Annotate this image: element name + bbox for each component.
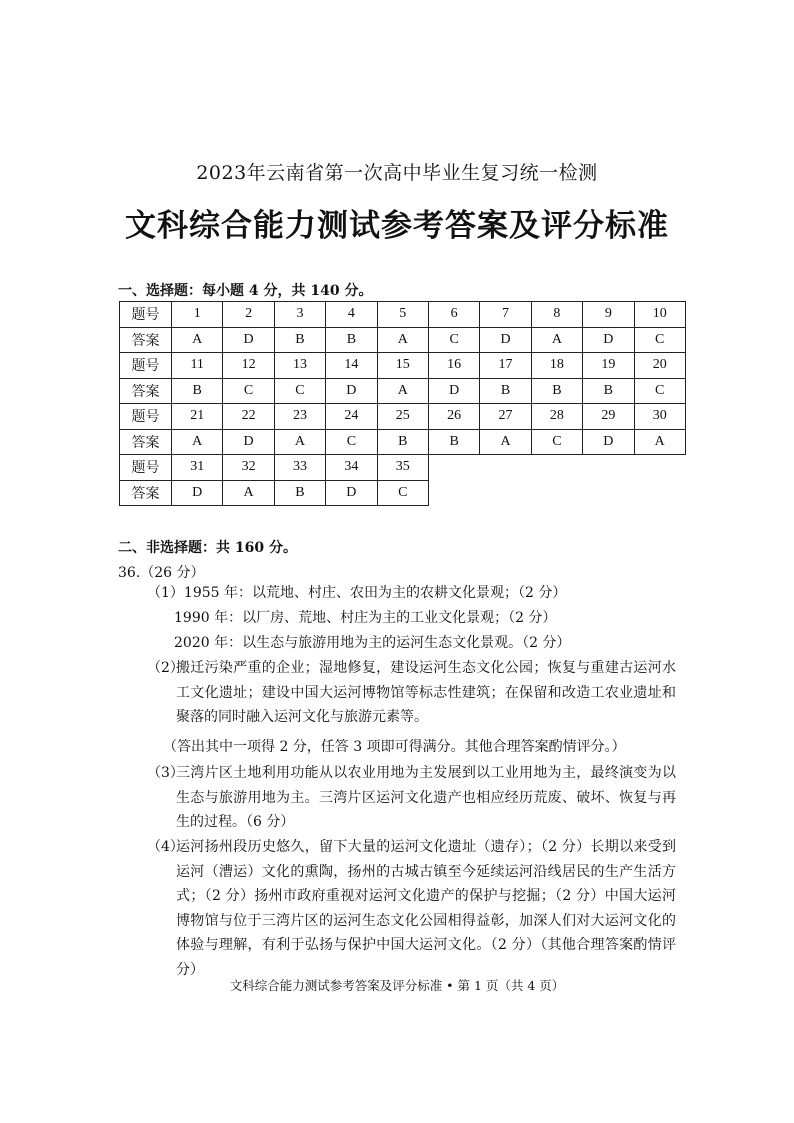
question-number: 10 xyxy=(634,302,685,328)
answer-letter: A xyxy=(634,429,685,455)
row-label-answer: 答案 xyxy=(120,378,172,404)
answer-letter: C xyxy=(326,429,377,455)
answer-letter: B xyxy=(583,378,634,404)
answer-letter: A xyxy=(531,327,582,353)
question-number: 5 xyxy=(377,302,428,328)
answer-letter: C xyxy=(377,480,428,506)
answer-1-line-3: 2020 年：以生态与旅游用地为主的运河生态文化景观。（2 分） xyxy=(174,635,571,651)
question-number-row xyxy=(120,404,686,430)
answer-letter: B xyxy=(326,327,377,353)
question-number: 24 xyxy=(326,404,377,430)
row-label-answer: 答案 xyxy=(120,327,172,353)
row-label-answer: 答案 xyxy=(120,429,172,455)
question-number: 30 xyxy=(634,404,685,430)
question-number: 23 xyxy=(274,404,325,430)
question-number: 4 xyxy=(326,302,377,328)
answer-letter: A xyxy=(172,429,223,455)
answer-letter: B xyxy=(377,429,428,455)
answer-2-number: （2） xyxy=(147,660,184,676)
question-36-label: 36.（26 分） xyxy=(118,565,205,581)
question-number: 25 xyxy=(377,404,428,430)
answer-letter: D xyxy=(223,327,274,353)
answer-letter: A xyxy=(377,327,428,353)
answer-letter: C xyxy=(428,327,479,353)
row-label-question: 题号 xyxy=(120,404,172,430)
answer-letter: B xyxy=(274,480,325,506)
answer-4-text: 运河扬州段历史悠久，留下大量的运河文化遗址（遗存）；（2 分）长期以来受到运河（漕运）文化的熏陶，扬州的古城古镇至今延续运河沿线居民的生产生活方式；（2 分）扬州市政府重视对运河文化遗产的保护与挖掘；（2 分）中国大运河博物馆与位于三湾片区的运河生态文化公园相得益彰，加深人们对大运河文化的体验与理解，有利于弘扬与保护中国大运河文化。（2 分）（其他合理答案酌情评分） xyxy=(176,839,676,978)
answer-letter: A xyxy=(223,480,274,506)
row-label-question: 题号 xyxy=(120,302,172,328)
question-number: 21 xyxy=(172,404,223,430)
page-footer: 文科综合能力测试参考答案及评分标准 • 第 1 页（共 4 页） xyxy=(229,978,565,993)
answer-letter: C xyxy=(634,327,685,353)
question-number-row xyxy=(120,353,686,379)
answer-row xyxy=(120,480,686,506)
answer-letter: D xyxy=(583,327,634,353)
answer-3-text: 三湾片区土地利用功能从以农业用地为主发展到以工业用地为主，最终演变为以生态与旅游用地为主。三湾片区运河文化遗产也相应经历荒废、破坏、恢复与再生的过程。（6 分） xyxy=(176,765,676,830)
question-number: 13 xyxy=(274,353,325,379)
answer-letter: C xyxy=(274,378,325,404)
question-number: 20 xyxy=(634,353,685,379)
empty-cell xyxy=(480,480,531,506)
exam-subtitle: 2023年云南省第一次高中毕业生复习统一检测 xyxy=(196,162,598,184)
answer-letter: B xyxy=(480,378,531,404)
row-label-question: 题号 xyxy=(120,353,172,379)
answer-letter: D xyxy=(326,378,377,404)
answer-2-text: 搬迁污染严重的企业；湿地修复，建设运河生态文化公园；恢复与重建古运河水工文化遗址；建设中国大运河博物馆等标志性建筑；在保留和改造工农业遗址和聚落的同时融入运河文化与旅游元素等。 xyxy=(176,660,676,725)
question-number: 3 xyxy=(274,302,325,328)
empty-cell xyxy=(634,480,685,506)
question-number: 33 xyxy=(274,455,325,481)
empty-cell xyxy=(428,455,479,481)
answer-letter: A xyxy=(377,378,428,404)
answer-row xyxy=(120,327,686,353)
answer-letter: B xyxy=(531,378,582,404)
empty-cell xyxy=(531,480,582,506)
section1-heading: 一、选择题：每小题 4 分，共 140 分。 xyxy=(118,283,373,299)
question-number: 14 xyxy=(326,353,377,379)
answer-letter: D xyxy=(172,480,223,506)
question-number-row xyxy=(120,302,686,328)
question-number: 18 xyxy=(531,353,582,379)
answer-letter: C xyxy=(531,429,582,455)
answer-letter: D xyxy=(326,480,377,506)
question-number: 22 xyxy=(223,404,274,430)
question-number: 34 xyxy=(326,455,377,481)
answer-row xyxy=(120,378,686,404)
question-number: 31 xyxy=(172,455,223,481)
answer-letter: B xyxy=(274,327,325,353)
answer-table xyxy=(119,301,686,506)
empty-cell xyxy=(428,480,479,506)
question-number: 32 xyxy=(223,455,274,481)
empty-cell xyxy=(480,455,531,481)
question-number-row xyxy=(120,455,686,481)
question-number: 29 xyxy=(583,404,634,430)
answer-letter: B xyxy=(428,429,479,455)
answer-3-number: （3） xyxy=(147,765,184,781)
answer-letter: D xyxy=(223,429,274,455)
question-number: 28 xyxy=(531,404,582,430)
question-number: 6 xyxy=(428,302,479,328)
question-number: 19 xyxy=(583,353,634,379)
answer-4-number: （4） xyxy=(147,839,184,855)
answer-letter: D xyxy=(428,378,479,404)
answer-2-note: （答出其中一项得 2 分，任答 3 项即可得满分。其他合理答案酌情评分。） xyxy=(163,739,626,755)
answer-letter: B xyxy=(172,378,223,404)
question-number: 16 xyxy=(428,353,479,379)
answer-letter: A xyxy=(480,429,531,455)
question-number: 11 xyxy=(172,353,223,379)
answer-letter: A xyxy=(274,429,325,455)
answer-letter: C xyxy=(634,378,685,404)
question-number: 7 xyxy=(480,302,531,328)
question-number: 8 xyxy=(531,302,582,328)
answer-letter: D xyxy=(480,327,531,353)
question-number: 15 xyxy=(377,353,428,379)
question-number: 2 xyxy=(223,302,274,328)
row-label-answer: 答案 xyxy=(120,480,172,506)
answer-row xyxy=(120,429,686,455)
section2-heading: 二、非选择题：共 160 分。 xyxy=(118,540,297,556)
empty-cell xyxy=(583,455,634,481)
empty-cell xyxy=(634,455,685,481)
answer-letter: C xyxy=(223,378,274,404)
question-number: 27 xyxy=(480,404,531,430)
answer-1-line-1: （1）1955 年：以荒地、村庄、农田为主的农耕文化景观；（2 分） xyxy=(147,585,567,601)
question-number: 12 xyxy=(223,353,274,379)
empty-cell xyxy=(583,480,634,506)
question-number: 26 xyxy=(428,404,479,430)
question-number: 1 xyxy=(172,302,223,328)
page-title: 文科综合能力测试参考答案及评分标准 xyxy=(125,208,669,244)
answer-letter: D xyxy=(583,429,634,455)
row-label-question: 题号 xyxy=(120,455,172,481)
question-number: 9 xyxy=(583,302,634,328)
question-number: 17 xyxy=(480,353,531,379)
answer-letter: A xyxy=(172,327,223,353)
empty-cell xyxy=(531,455,582,481)
answer-1-line-2: 1990 年：以厂房、荒地、村庄为主的工业文化景观；（2 分） xyxy=(174,610,557,626)
question-number: 35 xyxy=(377,455,428,481)
